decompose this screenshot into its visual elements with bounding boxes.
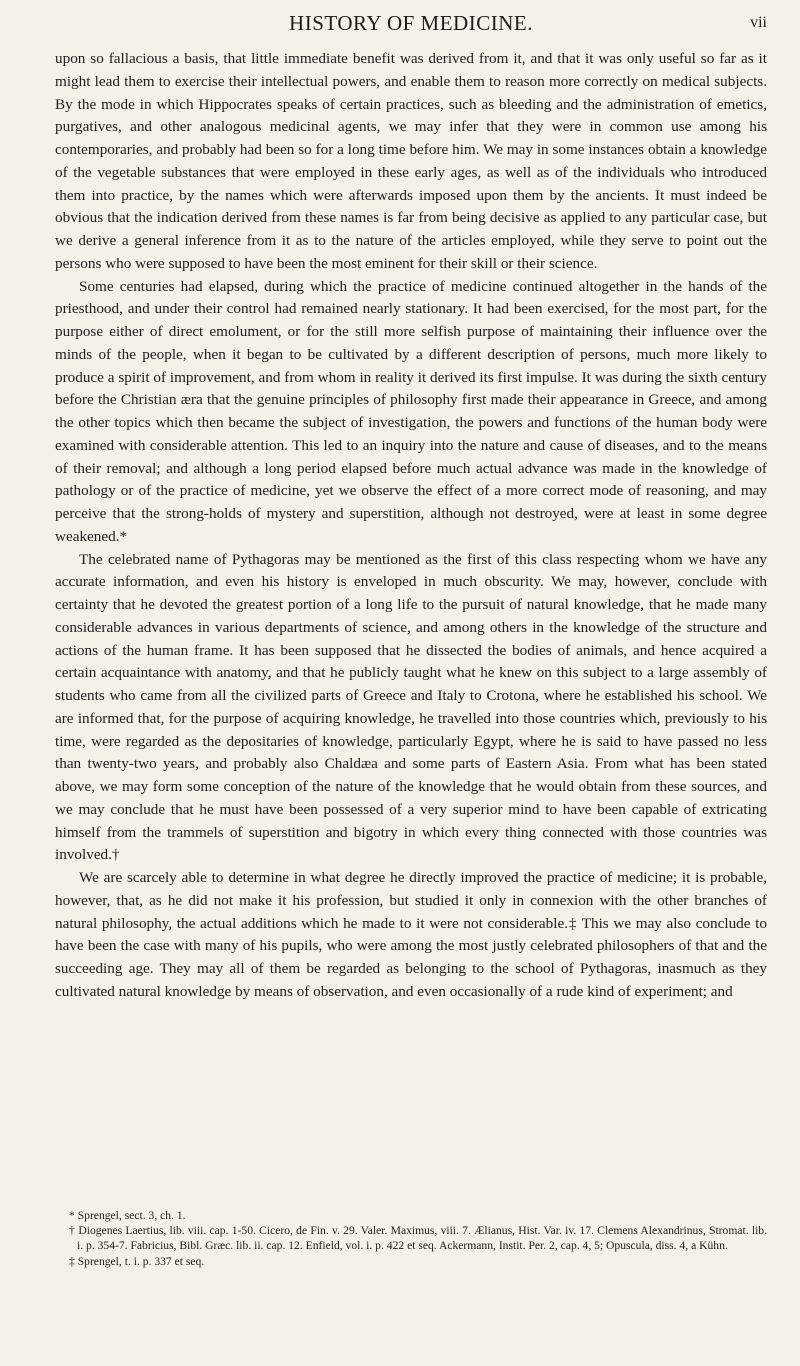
- body-text: [55, 48, 767, 1004]
- running-header: [55, 8, 767, 38]
- page-number: vii: [750, 14, 767, 31]
- paragraph-2: Some centuries had elapsed, during which the practice of medicine continued altogether in the hands of the priesthood, and under their control had remained nearly stationary. It had been exercised, for the most part, for the purpose either of direct emolument, or for the still more selfish purpose of maintaining their influence over the minds of the people, when it began to be cultivated by a different description of persons, much more likely to produce a spirit of improvement, and from whom in reality it derived its first impulse. It was during the sixth century before the Christian æra that the genuine principles of philosophy first made their appearance in Greece, and among the other topics which then became the subject of investigation, the powers and functions of the human body were examined with considerable attention. This led to an inquiry into the nature and cause of diseases, and to the means of their removal; and although a long period elapsed before much actual advance was made in the knowledge of pathology or of the practice of medicine, yet we observe the effect of a more correct mode of reasoning, and may perceive that the strong-holds of mystery and superstition, although not destroyed, were at least in some degree weakened.*: [55, 277, 767, 545]
- footnote-3: ‡ Sprengel, t. i. p. 337 et seq.: [69, 1254, 205, 1268]
- paragraph-3: The celebrated name of Pythagoras may be mentioned as the first of this class respecting whom we have any accurate information, and even his history is enveloped in much obscurity. We may, however, conclude with certainty that he devoted the greatest portion of a long life to the pursuit of natural knowledge, that he made many considerable advances in various departments of science, and among others in the knowledge of the structure and actions of the human frame. It has been supposed that he dissected the bodies of animals, and hence acquired a certain acquaintance with anatomy, and that he publicly taught what he knew on this subject to a large assembly of students who came from all the civilized parts of Greece and Italy to Crotona, where he established his school. We are informed that, for the purpose of acquiring knowledge, he travelled into those countries which, previously to his time, were regarded as the depositaries of knowledge, particularly Egypt, where he is said to have passed no less than twenty-two years, and probably also Chaldæa and some parts of Eastern Asia. From what has been stated above, we may form some conception of the nature of the knowledge that he would obtain from these sources, and we may conclude that he must have been possessed of a very superior mind to have been capable of extricating himself from the trammels of superstition and bigotry in which every thing connected with those countries was involved.†: [55, 550, 767, 864]
- footnote-1: * Sprengel, sect. 3, ch. 1.: [69, 1209, 186, 1222]
- running-title: HISTORY OF MEDICINE.: [289, 11, 533, 35]
- paragraph-1: upon so fallacious a basis, that little immediate benefit was derived from it, and that it was only useful so far as it might lead them to exercise their intellectual powers, and enable them to reason more correctly on medical subjects. By the mode in which Hippocrates speaks of certain practices, such as bleeding and the administration of emetics, purgatives, and other analogous medicinal agents, we may infer that they were in common use among his contemporaries, and probably had been so for a long time before him. We may in some instances obtain a knowledge of the vegetable substances that were employed in these early ages, as well as of the individuals who introduced them into practice, by the names which were afterwards imposed upon them by the ancients. It must indeed be obvious that the indication derived from these names is far from being decisive as applied to any particular case, but we derive a general inference from it as to the nature of the articles employed, while they serve to point out the persons who were supposed to have been the most eminent for their skill or their science.: [55, 50, 767, 272]
- paragraph-4: We are scarcely able to determine in what degree he directly improved the practice of medicine; it is probable, however, that, as he did not make it his profession, but studied it only in connexion with the other branches of natural philosophy, the actual additions which he made to it were not considerable.‡ This we may also conclude to have been the case with many of his pupils, who were among the most justly celebrated philosophers of that and the succeeding age. They may all of them be regarded as belonging to the school of Pythagoras, inasmuch as they cultivated natural knowledge by means of observation, and even occasionally of a rude kind of experiment; and: [55, 869, 767, 1000]
- footnotes: [55, 1208, 767, 1269]
- footnote-2: † Diogenes Laertius, lib. viii. cap. 1-50. Cicero, de Fin. v. 29. Valer. Maximus, viii. 7. Ælianus, Hist. Var. iv. 17. Clemens Alexandrinus, Stromat. lib. i. p. 354-7. Fabricius, Bibl. Græc. lib. ii. cap. 12. Enfield, vol. i. p. 422 et seq. Ackermann, Instit. Per. 2, cap. 4, 5; Opuscula, diss. 4, a Kühn.: [69, 1224, 767, 1253]
